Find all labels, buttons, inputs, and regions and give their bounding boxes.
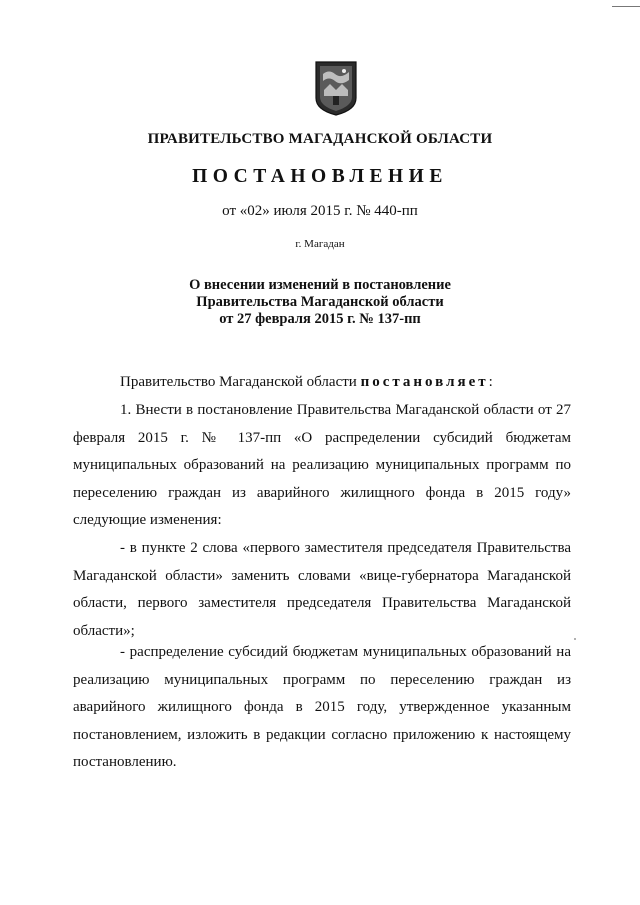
coat-of-arms-icon — [314, 60, 358, 116]
intro-end: : — [488, 374, 493, 390]
document-city: г. Магадан — [295, 238, 345, 250]
government-name: ПРАВИТЕЛЬСТВО МАГАДАНСКОЙ ОБЛАСТИ — [147, 131, 493, 147]
paragraph-1-text: 1. Внести в постановление Правительства Магаданской области от 27 февраля 2015 г. № 137-пп «О распределении субсидий бюджетам муниципальных образований на реализацию муниципальных программ по переселению граждан из аварийного жилищного фонда в 2015 году» следующие изменения: — [73, 402, 571, 528]
title-line: от 27 февраля 2015 г. № 137-пп — [219, 311, 421, 327]
scan-artifact — [612, 6, 640, 7]
document-date-number: от «02» июля 2015 г. № 440-пп — [222, 203, 418, 219]
scan-artifact — [574, 638, 576, 640]
paragraph-3 — [73, 639, 571, 777]
paragraph-1 — [73, 397, 571, 535]
title-line: О внесении изменений в постановление — [189, 277, 451, 293]
document-type: ПОСТАНОВЛЕНИЕ — [192, 166, 448, 187]
resolution-intro — [120, 374, 493, 391]
paragraph-3-text: - распределение субсидий бюджетам муниципальных образований на реализацию муниципальных программ по переселению граждан из аварийного жилищного фонда в 2015 году, утвержденное указанным постановлением, изложить в редакции согласно приложению к настоящему постановлению. — [73, 644, 571, 770]
intro-emphasis: постановляет — [360, 374, 489, 390]
paragraph-2 — [73, 535, 571, 645]
title-line: Правительства Магаданской области — [196, 294, 444, 310]
document-title — [0, 277, 640, 328]
intro-text: Правительство Магаданской области — [120, 374, 361, 390]
paragraph-2-text: - в пункте 2 слова «первого заместителя председателя Правительства Магаданской области» заменить словами «вице-губернатора Магаданской области, первого заместителя председателя Правительства Магаданской области»; — [73, 540, 571, 639]
